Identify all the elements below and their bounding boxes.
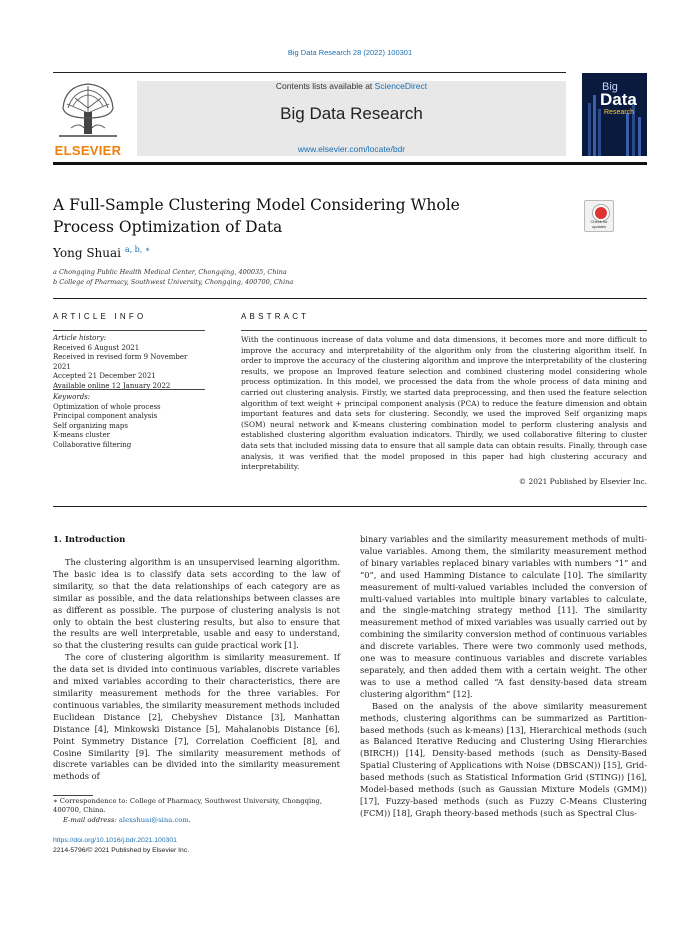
keywords-list: [53, 393, 205, 450]
keyword-item: Self organizing maps: [53, 421, 128, 430]
article-info-rule: [53, 330, 205, 331]
cover-title-line1: Big: [602, 81, 618, 93]
correspondence-text: ∗ Correspondence to: College of Pharmacy, Southwest University, Chongqing, 400700, China.: [53, 797, 323, 815]
elsevier-wordmark: ELSEVIER: [54, 143, 122, 158]
paper-title: A Full-Sample Clustering Model Considering Whole Process Optimization of Data: [53, 196, 460, 236]
body-right-column: [360, 534, 647, 820]
email-link[interactable]: alexshuai@sina.com: [118, 815, 189, 824]
article-info-heading: ARTICLE INFO: [53, 312, 147, 321]
history-label: Article history:: [53, 334, 107, 342]
author-name: Yong Shuai $^{a, b, ∗}$: [53, 245, 151, 260]
affiliation-a: a Chongqing Public Health Medical Center, Chongqing, 400035, China: [53, 268, 287, 276]
article-history: [53, 334, 205, 391]
keywords-label: Keywords:: [53, 393, 91, 401]
history-accepted: Accepted 21 December 2021: [53, 372, 156, 380]
journal-reference[interactable]: Big Data Research 28 (2022) 100301: [287, 48, 413, 57]
cover-title-line3: Research: [604, 109, 634, 116]
keyword-item: K-means cluster: [53, 431, 110, 439]
contents-line: Contents lists available at ScienceDirect: [275, 81, 428, 91]
footnote-rule: [53, 795, 93, 796]
history-online: Available online 12 January 2022: [53, 381, 171, 390]
keywords-rule: [53, 389, 205, 390]
correspondence-footnote: [53, 797, 340, 825]
history-received: Received 6 August 2021: [53, 343, 140, 352]
body-paragraph: binary variables and the similarity measurement methods of multi-value variables. Among them, the similarity measurement method of binary variables replaced binary variables with numbers “1” and “0”, and used Hamming Distance to calculate [10]. The similarity measurement of multi-valued variables included the conversion of multi-valued variables into multiple binary variables to calculate, and the single-matching strategy method [11]. The similarity measurement method of mixed variables was usually carried out by combining the similarity conversion method of continuous variables and discrete variables. There were two commonly used methods, one was to measure continuous variables and discrete variables separately, and then added them with a certain weight. The other was to use a method called “A fast density-based data stream clustering algorithm” [12].: [360, 534, 647, 699]
body-paragraph: The clustering algorithm is an unsupervised learning algorithm. The basic idea is to classify data sets according to the law of similarity, so that the data relationships of each category are as similar as possible, and the data relationships between classes are as different as possible. The purpose of clustering analysis is not only to obtain the best clustering results, but also to ensure that the results are well interpretable, usable and easy to understand, so that the clustering results can guide practical work [1].: [53, 557, 340, 651]
check-updates-label: Check for updates: [590, 219, 608, 229]
abstract-rule: [241, 330, 647, 331]
email-label: E-mail address:: [63, 815, 119, 824]
abstract-copyright: © 2021 Published by Elsevier Inc.: [518, 477, 647, 486]
history-revised: Received in revised form 9 November 2021: [53, 353, 188, 371]
doi-block: [53, 836, 189, 855]
body-paragraph: The core of clustering algorithm is similarity measurement. If the data set is divided into continuous variables, discrete variables and mixed variables according to their characteristics, there are similarity measurement methods for the three variables. For continuous variables, the similarity measurement methods included Euclidean Distance [2], Chebyshev Distance [3], Manhattan Distance [4], Minkowski Distance [5], Mahalanobis Distance [6], Point Symmetry Distance [7], Correlation Coefficient [8], and Cosine Similarity [9]. The similarity measurement methods of discrete variables can be divided into the similarity measurement methods of: [53, 652, 340, 782]
header-rule: [53, 72, 566, 73]
doi-link[interactable]: https://doi.org/10.1016/j.bdr.2021.100301: [53, 837, 177, 844]
abstract-text: With the continuous increase of data volume and data dimensions, it becomes more and more difficult to improve the accuracy and interpretability of the algorithm only from the clustering algorithm itself. In order to improve the accuracy of the clustering algorithm and improve the interpretability of the clustering results, we propose an Improved feature selection and combined clustering model considering whole process optimization. In this model, we processed the data from the whole process of data mining and carried out clustering analysis. Firstly, we started data preprocessing, and then used the feature selection algorithm of text weight + principal component analysis (PCA) to reduce the feature dimension and obtain important features and data sets for clustering. Secondly, we used the improved Self organizing maps (SOM) neural network and K-means clustering combination model to perform clustering analysis and established clustering algorithm evaluation indicators. Thirdly, we used collaborative filtering to cluster data sets that included missing data to ensure that all sample data can obtain results. Finally, through case analysis, it was verified that the model proposed in this paper had high clustering accuracy and interpretability.: [241, 335, 647, 472]
keyword-item: Collaborative filtering: [53, 440, 132, 449]
body-rule: [53, 506, 647, 507]
keyword-item: Optimization of whole process: [53, 402, 161, 411]
sciencedirect-link[interactable]: ScienceDirect: [374, 81, 428, 91]
journal-title: Big Data Research: [280, 104, 423, 123]
body-left-column: [53, 557, 340, 783]
cover-title-line2: Data: [600, 90, 637, 109]
journal-url-link[interactable]: www.elsevier.com/locate/bdr: [297, 144, 406, 154]
check-for-updates-badge[interactable]: [584, 200, 614, 232]
email-period: .: [188, 815, 191, 824]
keyword-item: Principal component analysis: [53, 412, 158, 420]
section-heading-introduction: 1. Introduction: [53, 535, 126, 545]
author-affiliation-marks[interactable]: a, b, ∗: [124, 245, 151, 254]
affiliation-b: b College of Pharmacy, Southwest University, Chongqing, 400700, China: [53, 278, 294, 286]
masthead-rule: [53, 162, 647, 165]
abstract-heading: ABSTRACT: [241, 312, 310, 321]
section-rule: [53, 298, 647, 299]
issn-line: 2214-5796/© 2021 Published by Elsevier Inc.: [53, 846, 190, 854]
body-paragraph: Based on the analysis of the above similarity measurement methods, clustering algorithms can be summarized as Partition-based methods (such as k-means) [13], Hierarchical methods (such as Balanced Iterative Reducing and Clustering Using Hierarchies (BIRCH)) [14], Density-based methods (such as Density-Based Spatial Clustering of Applications with Noise (DBSCAN)) [15], Grid-based methods (such as Statistical Information Grid (STING)) [16], Model-based methods (such as Gaussian Mixture Models (GMM)) [17], Fuzzy-based methods (such as Fuzzy C-Means Clustering (FCM)) [18], Graph theory-based methods (such as Spectral Clus-: [360, 700, 647, 818]
journal-cover: [582, 73, 647, 156]
